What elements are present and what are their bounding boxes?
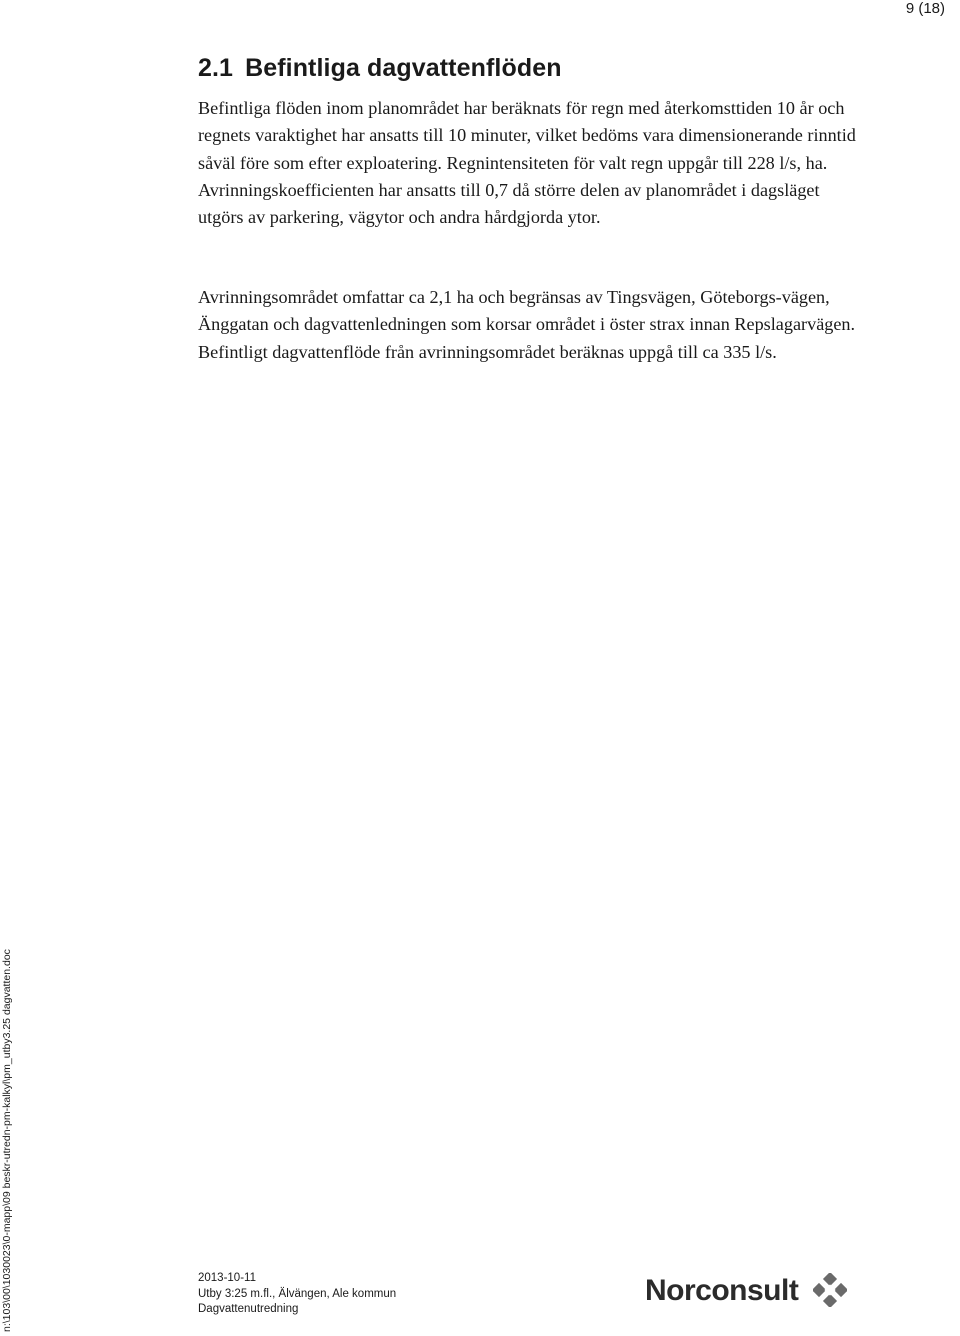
paragraph: Befintliga flöden inom planområdet har beräknats för regn med återkomsttiden 10 år och regnets varaktighet har ansatts till 10 minuter, vilket bedöms vara dimensionerande rinntid såväl före som efter exploatering. Regnintensiteten för valt regn uppgår till 228 l/s, ha. Avrinningskoefficienten har ansatts till 0,7 då större delen av planområdet i dagsläget utgörs av parkering, vägytor och andra hårdgjorda ytor.: [198, 98, 856, 228]
footer-meta: [198, 1271, 396, 1318]
paragraph: Avrinningsområdet omfattar ca 2,1 ha och begränsas av Tingsvägen, Göteborgs-vägen, Änggatan och dagvattenledningen som korsar området i öster strax innan Repslagarvägen. Befintligt dagvattenflöde från avrinningsområdet beräknas uppgå till ca 335 l/s.: [198, 287, 856, 362]
section-number: 2.1: [198, 54, 234, 82]
footer-date: 2013-10-11: [198, 1272, 256, 1284]
page-number: 9 (18): [905, 0, 945, 17]
footer-property: Utby 3:25 m.fl., Älvängen, Ale kommun: [198, 1287, 397, 1300]
norconsult-diamond-logo-icon: [813, 1273, 847, 1307]
logo-wordmark: Norconsult: [645, 1274, 799, 1307]
file-path-sidebar: n:\103\00\1030023\0-mapp\09 beskr-utredn-pm-kalkyl\pm_utby3.25 dagvatten.doc: [1, 949, 13, 1332]
section-heading: [198, 53, 562, 83]
section-title: Befintliga dagvattenflöden: [245, 54, 562, 82]
norconsult-logo: [645, 1271, 850, 1313]
footer-document-type: Dagvattenutredning: [198, 1303, 299, 1315]
